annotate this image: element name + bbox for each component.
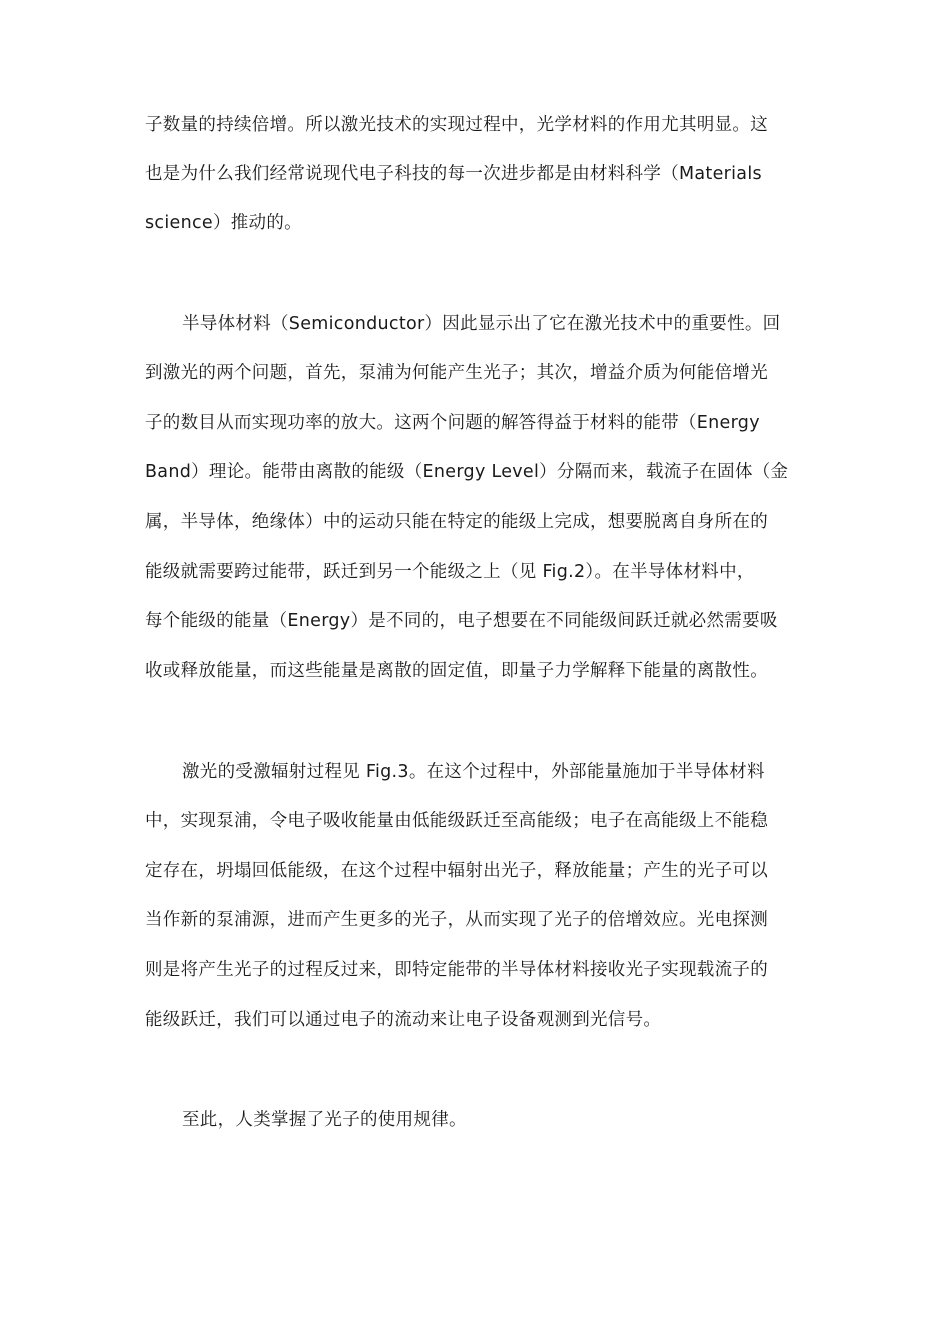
paragraph-1-line-3: science）推动的。 [145,213,302,233]
paragraph-2-line-3: 子的数目从而实现功率的放大。这两个问题的解答得益于材料的能带（Energy [145,413,760,433]
paragraph-2-line-4: Band）理论。能带由离散的能级（Energy Level）分隔而来，载流子在固体（金 [145,462,789,482]
paragraph-3-line-3: 定存在，坍塌回低能级，在这个过程中辐射出光子，释放能量；产生的光子可以 [145,861,768,881]
paragraph-2-line-7: 每个能级的能量（Energy）是不同的，电子想要在不同能级间跃迁就必然需要吸 [145,611,778,631]
paragraph-2-line-2: 到激光的两个问题，首先，泵浦为何能产生光子；其次，增益介质为何能倍增光 [145,363,768,383]
paragraph-4-line-1: 至此，人类掌握了光子的使用规律。 [182,1110,467,1130]
paragraph-1-line-1: 子数量的持续倍增。所以激光技术的实现过程中，光学材料的作用尤其明显。这 [145,115,768,135]
paragraph-3-line-2: 中，实现泵浦，令电子吸收能量由低能级跃迁至高能级；电子在高能级上不能稳 [145,811,768,831]
paragraph-1-line-2: 也是为什么我们经常说现代电子科技的每一次进步都是由材料科学（Materials [145,164,762,184]
paragraph-2-line-1: 半导体材料（Semiconductor）因此显示出了它在激光技术中的重要性。回 [182,314,781,334]
paragraph-3-line-6: 能级跃迁，我们可以通过电子的流动来让电子设备观测到光信号。 [145,1010,662,1030]
paragraph-2-line-5: 属，半导体，绝缘体）中的运动只能在特定的能级上完成，想要脱离自身所在的 [145,512,768,532]
paragraph-2-line-6: 能级就需要跨过能带，跃迁到另一个能级之上（见 Fig.2）。在半导体材料中， [145,562,755,582]
paragraph-2-line-8: 收或释放能量，而这些能量是离散的固定值，即量子力学解释下能量的离散性。 [145,661,768,681]
paragraph-3-line-1: 激光的受激辐射过程见 Fig.3。在这个过程中，外部能量施加于半导体材料 [182,762,765,782]
paragraph-3-line-5: 则是将产生光子的过程反过来，即特定能带的半导体材料接收光子实现载流子的 [145,960,768,980]
paragraph-3-line-4: 当作新的泵浦源，进而产生更多的光子，从而实现了光子的倍增效应。光电探测 [145,910,768,930]
